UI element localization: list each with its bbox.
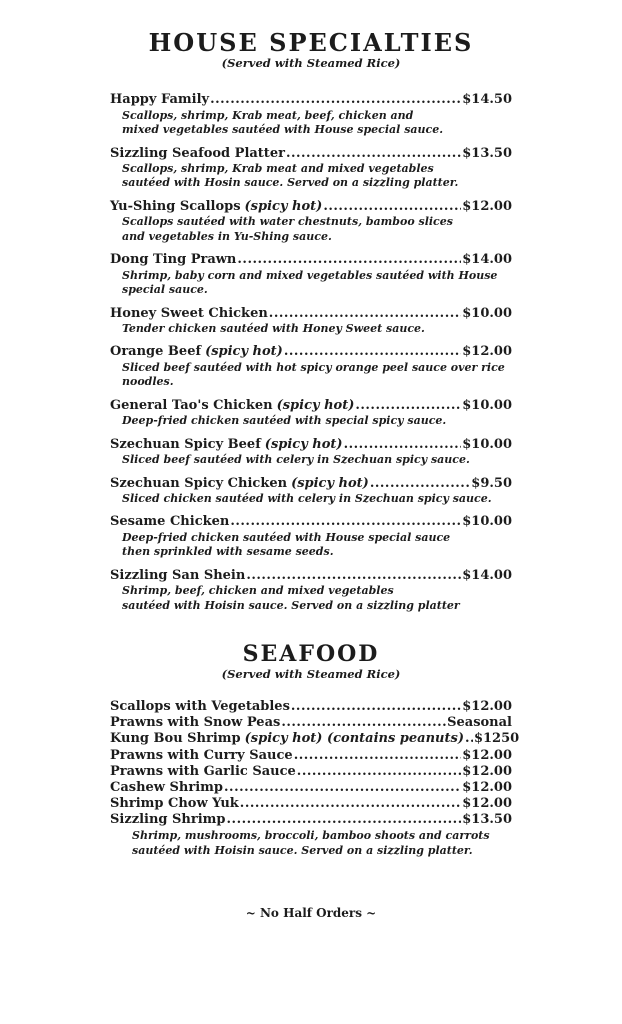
- menu-item-row: [110, 514, 512, 529]
- item-description: [132, 829, 512, 858]
- dot-leader: [323, 199, 461, 214]
- dot-leader: [286, 146, 461, 161]
- section-house-specialties: [110, 30, 512, 613]
- menu-item-list: [110, 92, 512, 613]
- menu-item-list: [110, 699, 520, 858]
- menu-item: [110, 812, 512, 858]
- menu-item: [110, 699, 512, 715]
- item-description: [122, 492, 512, 507]
- item-description-line: Sliced beef sautéed with hot spicy orange peel sauce over rice noodles.: [122, 360, 505, 389]
- section-title: HOUSE SPECIALTIES: [148, 28, 474, 57]
- dot-leader: [237, 252, 461, 267]
- dot-leader: [269, 306, 461, 321]
- item-name: Yu-Shing Scallops: [110, 198, 241, 214]
- item-description: [122, 269, 512, 298]
- menu-item-row: [110, 748, 512, 764]
- menu-item-row: [110, 344, 512, 359]
- section-subtitle: (Served with Steamed Rice): [221, 56, 401, 71]
- menu-item: [110, 514, 512, 559]
- menu-item-row: [110, 568, 512, 583]
- item-name: Szechuan Spicy Beef: [110, 436, 261, 452]
- menu-item-row: [110, 199, 512, 214]
- menu-item-row: [110, 796, 512, 812]
- menu-item-row: [110, 306, 512, 321]
- dot-leader: [294, 748, 462, 764]
- item-note: (spicy hot): [244, 198, 323, 214]
- item-price: $10.00: [462, 397, 512, 413]
- dot-leader: [291, 699, 461, 715]
- menu-item-row: [110, 398, 512, 413]
- item-description-line: Scallops sautéed with water chestnuts, bamboo slices: [122, 215, 453, 229]
- item-description-line: Sliced beef sautéed with celery in Szechuan spicy sauce.: [122, 453, 470, 466]
- item-name: Orange Beef: [110, 344, 202, 360]
- menu-item: [110, 780, 512, 796]
- dot-leader: [355, 398, 461, 413]
- item-note: (spicy hot) (contains peanuts): [244, 731, 464, 747]
- menu-item: [110, 731, 520, 747]
- menu-item: [110, 398, 512, 429]
- item-description-line: sautéed with Hosin sauce. Served on a sizzling platter.: [122, 176, 459, 190]
- item-price: $12.00: [462, 198, 512, 214]
- dot-leader: [297, 764, 461, 780]
- item-price: $12.00: [462, 763, 512, 779]
- menu-item-row: [110, 437, 512, 452]
- item-note: (spicy hot): [276, 397, 355, 413]
- dot-leader: [370, 476, 470, 491]
- menu-item: [110, 306, 512, 337]
- item-description: [122, 531, 512, 560]
- item-name: Dong Ting Prawn: [110, 252, 237, 268]
- menu-item-row: [110, 146, 512, 161]
- dot-leader: [246, 568, 461, 583]
- menu-item: [110, 437, 512, 468]
- dot-leader: [344, 437, 462, 452]
- dot-leader: [240, 796, 461, 812]
- item-name: Sizzling Seafood Platter: [110, 145, 285, 161]
- item-price: $14.50: [462, 92, 512, 108]
- item-price: $13.50: [462, 145, 512, 161]
- menu-item: [110, 92, 512, 137]
- item-price: $12.00: [462, 779, 512, 795]
- item-description-line: sautéed with Hoisin sauce. Served on a sizzling platter.: [132, 843, 473, 857]
- item-name: Prawns with Snow Peas: [110, 715, 281, 731]
- footer-note: ~ No Half Orders ~: [245, 906, 377, 921]
- menu-item-row: [110, 715, 512, 731]
- item-description-line: Deep-fried chicken sautéed with special spicy sauce.: [122, 414, 447, 428]
- item-name: Honey Sweet Chicken: [110, 305, 268, 321]
- item-name: Scallops with Vegetables: [110, 699, 290, 715]
- item-price: $12.00: [462, 699, 512, 715]
- menu-item: [110, 764, 512, 780]
- item-description: [122, 109, 512, 138]
- item-name: Sesame Chicken: [110, 514, 230, 530]
- item-price: $10.00: [462, 514, 512, 530]
- item-description-line: sautéed with Hoisin sauce. Served on a sizzling platter: [122, 598, 460, 612]
- item-price: $12.00: [462, 747, 512, 763]
- item-description: [122, 361, 512, 390]
- menu-item-row: [110, 812, 512, 828]
- menu-item: [110, 568, 512, 613]
- dot-leader: [465, 731, 473, 747]
- item-price: $10.00: [462, 436, 512, 452]
- item-price: Seasonal: [447, 715, 512, 731]
- item-price: $12.00: [462, 795, 512, 811]
- item-price: $9.50: [471, 475, 512, 491]
- item-name: Szechuan Spicy Chicken: [110, 475, 288, 491]
- item-description: [122, 584, 512, 613]
- item-description-line: Scallops, shrimp, Krab meat, beef, chicken and: [122, 108, 414, 122]
- item-name: Sizzling San Shein: [110, 567, 246, 583]
- menu-item-row: [110, 252, 512, 267]
- menu-item-row: [110, 476, 512, 491]
- item-description: [122, 453, 512, 468]
- menu-item-row: [110, 764, 512, 780]
- item-note: (spicy hot): [264, 436, 343, 452]
- menu-item-row: [110, 780, 512, 796]
- item-description-line: and vegetables in Yu-Shing sauce.: [122, 229, 332, 243]
- item-description-line: Deep-fried chicken sautéed with House special sauce: [122, 530, 451, 544]
- item-price: $14.00: [462, 252, 512, 268]
- dot-leader: [230, 514, 461, 529]
- menu-item-row: [110, 731, 520, 747]
- dot-leader: [227, 812, 462, 828]
- item-note: (spicy hot): [291, 475, 369, 491]
- item-price: $12.00: [462, 344, 512, 360]
- item-description-line: mixed vegetables sautéed with House special sauce.: [122, 123, 444, 137]
- dot-leader: [281, 715, 446, 731]
- menu-item: [110, 146, 512, 191]
- item-description-line: then sprinkled with sesame seeds.: [122, 545, 334, 559]
- item-description-line: Shrimp, baby corn and mixed vegetables sautéed with House special sauce.: [122, 268, 498, 297]
- item-description: [122, 322, 512, 337]
- menu-item: [110, 715, 512, 731]
- item-price: $14.00: [462, 567, 512, 583]
- item-price: $13.50: [462, 811, 512, 827]
- item-note: (spicy hot): [205, 344, 283, 360]
- menu-item: [110, 796, 512, 812]
- dot-leader: [210, 92, 461, 107]
- menu-item: [110, 199, 512, 244]
- section-title: SEAFOOD: [242, 641, 380, 668]
- item-name: Shrimp Chow Yuk: [110, 795, 239, 811]
- dot-leader: [224, 780, 461, 796]
- section-subtitle: (Served with Steamed Rice): [221, 667, 401, 682]
- item-description-line: Shrimp, mushrooms, broccoli, bamboo shoots and carrots: [132, 829, 490, 843]
- item-name: Sizzling Shrimp: [110, 811, 226, 827]
- menu-item: [110, 252, 512, 297]
- item-name: Prawns with Curry Sauce: [110, 747, 293, 763]
- menu-item-row: [110, 699, 512, 715]
- item-name: Happy Family: [110, 92, 210, 108]
- dot-leader: [284, 344, 461, 359]
- item-description: [122, 162, 512, 191]
- item-name: Prawns with Garlic Sauce: [110, 763, 296, 779]
- item-price: $10.00: [462, 305, 512, 321]
- menu-item: [110, 476, 512, 507]
- item-price: $1250: [473, 731, 520, 747]
- item-name: General Tao's Chicken: [110, 397, 273, 413]
- item-name: Kung Bou Shrimp: [110, 731, 241, 747]
- item-name: Cashew Shrimp: [110, 779, 224, 795]
- menu-item: [110, 344, 512, 389]
- item-description-line: Tender chicken sautéed with Honey Sweet sauce.: [122, 321, 425, 335]
- item-description: [122, 414, 512, 429]
- menu-item-row: [110, 92, 512, 107]
- item-description: [122, 215, 512, 244]
- item-description-line: Shrimp, beef, chicken and mixed vegetables: [122, 584, 394, 598]
- section-seafood: [110, 641, 520, 858]
- item-description-line: Scallops, shrimp, Krab meat and mixed vegetables: [122, 161, 434, 175]
- item-description-line: Sliced chicken sautéed with celery in Szechuan spicy sauce.: [122, 491, 492, 505]
- menu-item: [110, 748, 512, 764]
